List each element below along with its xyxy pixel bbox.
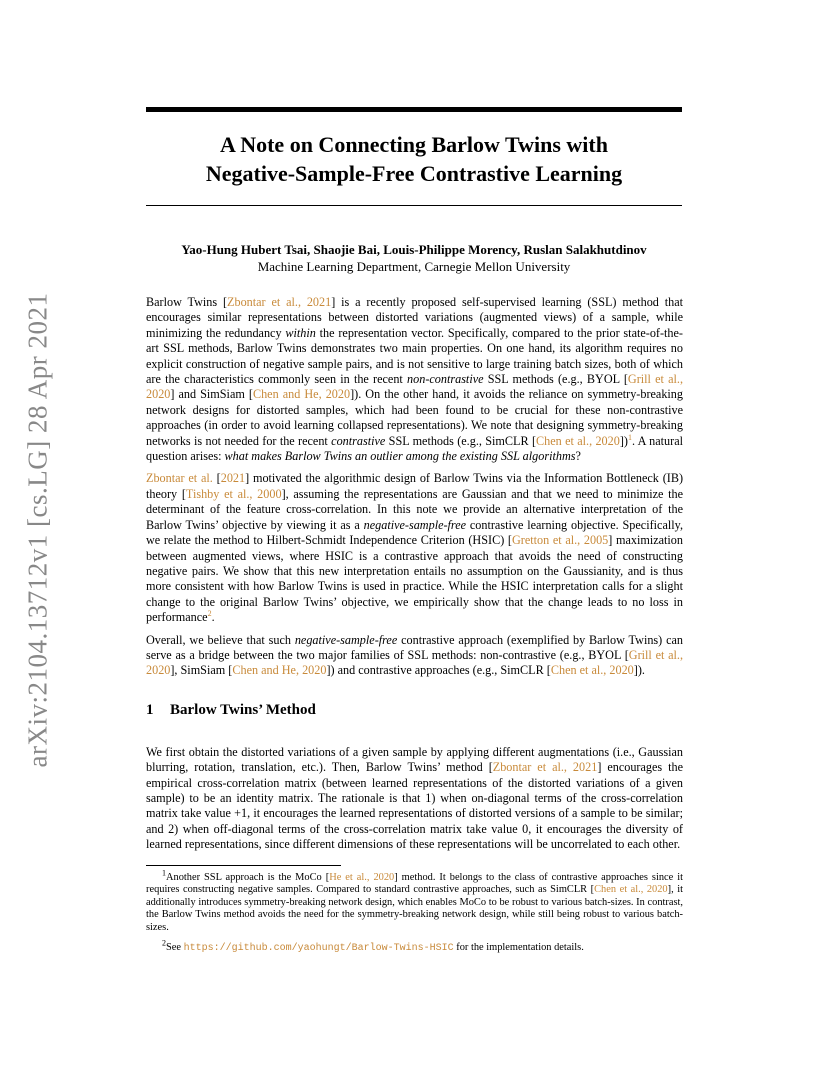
- citation-link[interactable]: Grill et al., 2020: [146, 372, 684, 402]
- emphasis: negative-sample-free: [363, 517, 467, 532]
- text-run: ], assuming the representations are Gaussian and that we need to minimize the determinant of the feature cross-correlation. In this note we provide an alternative interpretation of the Barlow Twins’ objective by viewing it as a: [146, 486, 683, 532]
- paragraph-3: [146, 633, 683, 679]
- text-run: contrastive learning objective. Specifically, we relate the method to Hilbert-Schmidt Independence Criterion (HSIC) [: [146, 517, 683, 548]
- text-run: See: [166, 941, 184, 953]
- citation-link[interactable]: Chen and He, 2020: [252, 387, 351, 402]
- text-run: ]). On the other hand, it avoids the reliance on symmetry-breaking network designs for distorted samples, which had been found to be crucial for these non-contrastive approaches (in order to avoid learning collapsed representations). We note that designing symmetry-breaking networks is not needed for the recent: [146, 387, 683, 448]
- citation-link[interactable]: Zbontar et al., 2021: [492, 760, 598, 775]
- text-run: ] motivated the algorithmic design of Barlow Twins via the Information Bottleneck (IB) theory [: [146, 471, 684, 501]
- author-block: [146, 241, 682, 275]
- emphasis: negative-sample-free: [294, 632, 398, 647]
- text-run: ], SimSiam [: [170, 663, 233, 678]
- footnote-2: [146, 938, 683, 956]
- footnote-indent: [146, 868, 166, 883]
- footnote-rule: [146, 865, 341, 866]
- text-run: ] and SimSiam [: [170, 387, 253, 402]
- main-column: [146, 295, 683, 962]
- text-run: contrastive approach (exemplified by Barlow Twins) can serve as a bridge between the two major families of SSL methods: non-contrastive (e.g., BYOL [: [146, 632, 683, 662]
- citation-link[interactable]: Grill et al., 2020: [146, 647, 683, 678]
- text-run: ] maximization between augmented views, where HSIC is a contrastive approach that avoids the need of constructing negative pairs. We show that this new interpretation entails no assumption on the Gaussianity, and is thus more consistent with how Barlow Twins is used in practice. While the HSIC interpretation calls for a slight change to the original Barlow Twins’ objective, we empirically show that the change leads to no loss in performance: [146, 533, 683, 625]
- section-title: Barlow Twins’ Method: [170, 701, 316, 718]
- text-run: SSL methods (e.g., BYOL [: [483, 372, 628, 387]
- arxiv-identifier-text: arXiv:2104.13712v1 [cs.LG] 28 Apr 2021: [22, 292, 53, 768]
- emphasis: non-contrastive: [407, 372, 484, 387]
- citation-link[interactable]: Tishby et al., 2000: [185, 486, 282, 501]
- repository-link[interactable]: https://github.com/yaohungt/Barlow-Twins-HSIC: [183, 942, 454, 954]
- citation-link[interactable]: Gretton et al., 2005: [511, 533, 609, 548]
- citation-link[interactable]: Chen et al., 2020: [550, 663, 634, 678]
- footnote-ref-1[interactable]: 1: [627, 432, 632, 442]
- emphasis: within: [285, 325, 316, 340]
- footnote-mark: 2: [162, 938, 166, 948]
- footnote-indent: [146, 938, 166, 953]
- text-run: ], it additionally introduces symmetry-breaking network design, which enables MoCo to be robust to various batch-sizes. In contrast, the Barlow Twins method avoids the need for the symmetry-breaking network design, while still being robust to various batch-sizes.: [146, 884, 683, 933]
- title-bottom-rule: [146, 205, 682, 206]
- text-run: .: [211, 610, 215, 625]
- text-run: for the implementation details.: [453, 941, 584, 953]
- paragraph-2: [146, 471, 683, 625]
- text-run: We first obtain the distorted variations of a given sample by applying different augmentations (i.e., Gaussian blurring, rotation, translation, etc.). Then, Barlow Twins’ method [: [146, 744, 683, 775]
- paragraph-4: [146, 745, 683, 853]
- citation-link[interactable]: Chen et al., 2020: [536, 433, 620, 448]
- text-run: [: [212, 471, 221, 486]
- text-run: Overall, we believe that such: [146, 632, 295, 647]
- citation-link[interactable]: Zbontar et al.: [146, 471, 213, 486]
- section-number: 1: [146, 701, 154, 718]
- text-run: the representation vector. Specifically, compared to the prior state-of-the-art SSL methods, Barlow Twins demonstrates two main properties. On one hand, its algorithm requires no explicit construction of negative sample pairs, and is not sensitive to large training batch sizes, both of which are the characteristics commonly seen in the recent: [146, 325, 683, 387]
- emphasis: what makes Barlow Twins an outlier among the existing SSL algorithms: [224, 449, 576, 464]
- paper-title: [146, 130, 682, 188]
- text-run: ] method. It belongs to the class of contrastive approaches since it requires constructing negative samples. Compared to standard contrastive approaches, such as SimCLR [: [146, 871, 684, 896]
- section-heading: [146, 701, 683, 719]
- citation-link[interactable]: Zbontar et al., 2021: [227, 295, 332, 309]
- emphasis: contrastive: [331, 433, 386, 448]
- text-run: ] encourages the empirical cross-correlation matrix (between learned representations of the distorted variations of a given sample) to be an identity matrix. The rationale is that 1) when on-diagonal terms of the cross-correlation matrix take value +1, it encourages the learned representations of distorted versions of a sample to be similar; and 2) when off-diagonal terms of the cross-correlation matrix take value 0, it encourages the diversity of learned representations, since different dimensions of these representations will be uncorrelated to each other.: [146, 760, 684, 852]
- text-run: . A natural question arises:: [146, 433, 683, 464]
- citation-link[interactable]: He et al., 2020: [329, 871, 395, 883]
- text-run: ?: [575, 449, 581, 464]
- text-run: ] is a recently proposed self-supervised learning (SSL) method that encourages similar representations between distorted variations (augmented views) of a sample, while minimizing the redundancy: [146, 295, 684, 340]
- text-run: Barlow Twins [: [146, 295, 228, 309]
- text-run: ]).: [633, 663, 645, 678]
- title-line-1: A Note on Connecting Barlow Twins with: [220, 132, 608, 157]
- text-run: Another SSL approach is the MoCo [: [166, 871, 330, 883]
- text-run: SSL methods (e.g., SimCLR [: [385, 433, 537, 448]
- title-line-2: Negative-Sample-Free Contrastive Learning: [205, 161, 623, 186]
- citation-link[interactable]: 2021: [220, 471, 246, 486]
- citation-link[interactable]: Chen et al., 2020: [594, 884, 668, 896]
- affiliation: Machine Learning Department, Carnegie Mellon University: [257, 259, 571, 274]
- paragraph-1: [146, 295, 683, 464]
- footnote-1: [146, 868, 684, 935]
- text-run: ]) and contrastive approaches (e.g., SimCLR [: [326, 663, 551, 678]
- footnote-ref-2[interactable]: 2: [207, 609, 212, 619]
- author-names: Yao-Hung Hubert Tsai, Shaojie Bai, Louis-Philippe Morency, Ruslan Salakhutdinov: [181, 242, 647, 257]
- title-top-rule: [146, 107, 682, 112]
- footnote-mark: 1: [162, 868, 166, 878]
- citation-link[interactable]: Chen and He, 2020: [232, 663, 327, 678]
- text-run: ]): [619, 433, 628, 448]
